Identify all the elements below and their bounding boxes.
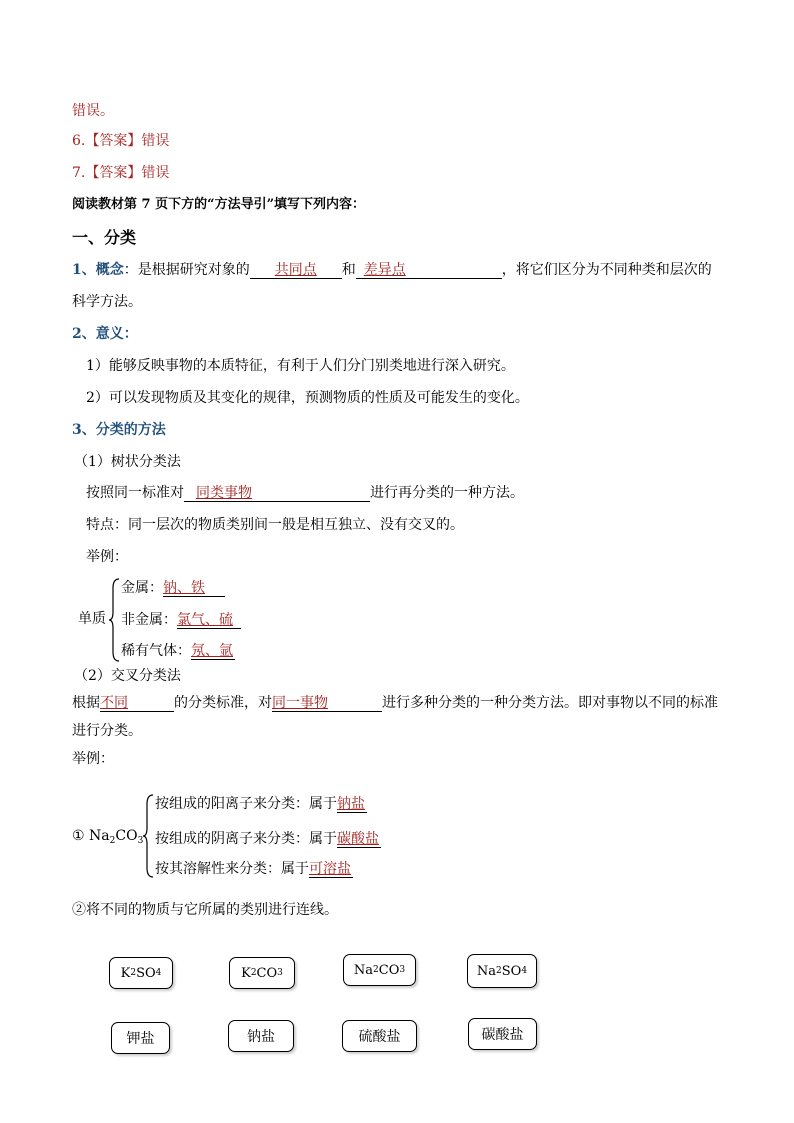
cross-branch-solubility [155, 859, 353, 879]
concept-blank-1 [250, 260, 342, 279]
category-box-carbonate[interactable]: 碳酸盐 [468, 1018, 537, 1050]
cross-branch-anion [155, 829, 381, 849]
tree-title: （1）树状分类法 [74, 454, 181, 470]
tree-branch-noble-gas-blank [191, 641, 235, 660]
category-box-sodium-salt[interactable]: 钠盐 [228, 1020, 294, 1052]
concept-line [72, 260, 712, 280]
tree-branch-nonmetal [121, 610, 241, 630]
concept-text-2: 和 [341, 262, 356, 278]
substance-box-k2co3[interactable]: K 2 CO 3 [229, 957, 295, 989]
concept-blank-2 [356, 260, 502, 279]
top-fragment: 错误。 [72, 103, 114, 119]
tree-branch-metal [121, 578, 225, 598]
cross-branch-cation [155, 794, 367, 814]
cross-branch-solubility-label: 按其溶解性来分类：属于 [155, 861, 309, 877]
meaning-colon: ： [123, 326, 138, 342]
cross-blank-2 [272, 693, 382, 712]
answer-6-number: 6. [72, 133, 86, 149]
meaning-heading [72, 324, 138, 344]
answer-7-number: 7. [72, 165, 86, 181]
tree-branch-noble-gas-answer: 氖、氩 [191, 643, 233, 659]
answer-6 [72, 131, 169, 151]
substance-box-na2co3[interactable]: Na 2 CO 3 [343, 954, 416, 986]
tree-branch-metal-blank [163, 578, 225, 597]
cross-branch-anion-label: 按组成的阴离子来分类：属于 [155, 831, 337, 847]
cross-blank-1 [100, 693, 174, 712]
cross-branch-anion-blank [337, 829, 381, 848]
cross-branch-cation-answer: 钠盐 [337, 796, 365, 812]
substance-box-na2so4[interactable]: Na 2 SO 4 [467, 954, 537, 988]
tree-desc-2: 进行再分类的一种方法。 [370, 485, 524, 501]
meaning-label: 2、意义 [72, 326, 124, 342]
tree-desc [86, 483, 524, 503]
tree-desc-1: 按照同一标准对 [86, 485, 184, 501]
cross-desc-4: 进行分类。 [72, 723, 142, 739]
answer-6-text: 错误 [141, 133, 170, 149]
cross-desc [72, 693, 718, 713]
concept-text-4: 科学方法。 [72, 294, 142, 310]
cross-title: （2）交叉分类法 [74, 668, 181, 684]
cross-branch-solubility-blank [309, 859, 353, 878]
cross-ex1-prefix: ① [72, 828, 85, 844]
cross-example-2: ②将不同的物质与它所属的类别进行连线。 [72, 902, 338, 918]
answer-7-text: 错误 [141, 165, 170, 181]
tree-example-label: 举例： [86, 549, 128, 565]
concept-text-3: ，将它们区分为不同种类和层次的 [501, 262, 712, 278]
cross-desc-3: 进行多种分类的一种分类方法。即对事物以不同的标准 [382, 695, 718, 711]
cross-answer-1: 不同 [100, 695, 128, 711]
tree-branch-nonmetal-label: 非金属： [121, 612, 177, 628]
cross-example-1 [72, 826, 143, 846]
answer-7-tag: 【答案】 [85, 165, 142, 181]
tree-branch-metal-label: 金属： [121, 580, 163, 596]
cross-branch-cation-blank [337, 794, 367, 813]
concept-text-1: ：是根据研究对象的 [123, 262, 250, 278]
tree-branch-noble-gas [121, 641, 235, 661]
meaning-item-1: 1）能够反映事物的本质特征，有利于人们分门别类地进行深入研究。 [86, 358, 515, 374]
tree-blank [184, 483, 370, 502]
cross-desc-2: 的分类标准，对 [174, 695, 272, 711]
cross-answer-2: 同一事物 [272, 695, 328, 711]
cross-brace-icon [142, 794, 154, 878]
cross-branch-anion-answer: 碳酸盐 [337, 831, 379, 847]
tree-feature: 特点：同一层次的物质类别间一般是相互独立、没有交叉的。 [86, 517, 464, 533]
meaning-item-2: 2）可以发现物质及其变化的规律，预测物质的性质及可能发生的变化。 [86, 390, 529, 406]
tree-branch-metal-answer: 钠、铁 [163, 580, 205, 596]
tree-brace-icon [108, 578, 120, 662]
answer-7 [72, 163, 169, 183]
tree-root: 单质 [78, 611, 106, 627]
tree-branch-nonmetal-answer: 氯气、硫 [177, 612, 233, 628]
concept-label: 1、概念 [72, 262, 124, 278]
answer-6-tag: 【答案】 [85, 133, 142, 149]
concept-answer-1: 共同点 [274, 262, 317, 278]
tree-branch-nonmetal-blank [177, 610, 241, 629]
section-title: 一、分类 [72, 228, 137, 247]
instruction: 阅读教材第 7 页下方的“方法导引”填写下列内容： [72, 197, 366, 212]
category-box-potassium-salt[interactable]: 钾盐 [111, 1022, 170, 1054]
cross-branch-solubility-answer: 可溶盐 [309, 861, 351, 877]
cross-formula: $Na_2CO_3$ [89, 828, 144, 846]
substance-box-k2so4[interactable]: K 2 SO 4 [109, 957, 173, 989]
tree-answer: 同类事物 [196, 485, 252, 501]
category-box-sulfate[interactable]: 硫酸盐 [342, 1020, 417, 1052]
cross-example-label: 举例： [72, 751, 114, 767]
concept-answer-2: 差异点 [363, 262, 406, 278]
tree-branch-noble-gas-label: 稀有气体： [121, 643, 191, 659]
cross-branch-cation-label: 按组成的阳离子来分类：属于 [155, 796, 337, 812]
methods-label: 3、分类的方法 [72, 422, 166, 438]
cross-desc-1: 根据 [72, 695, 100, 711]
